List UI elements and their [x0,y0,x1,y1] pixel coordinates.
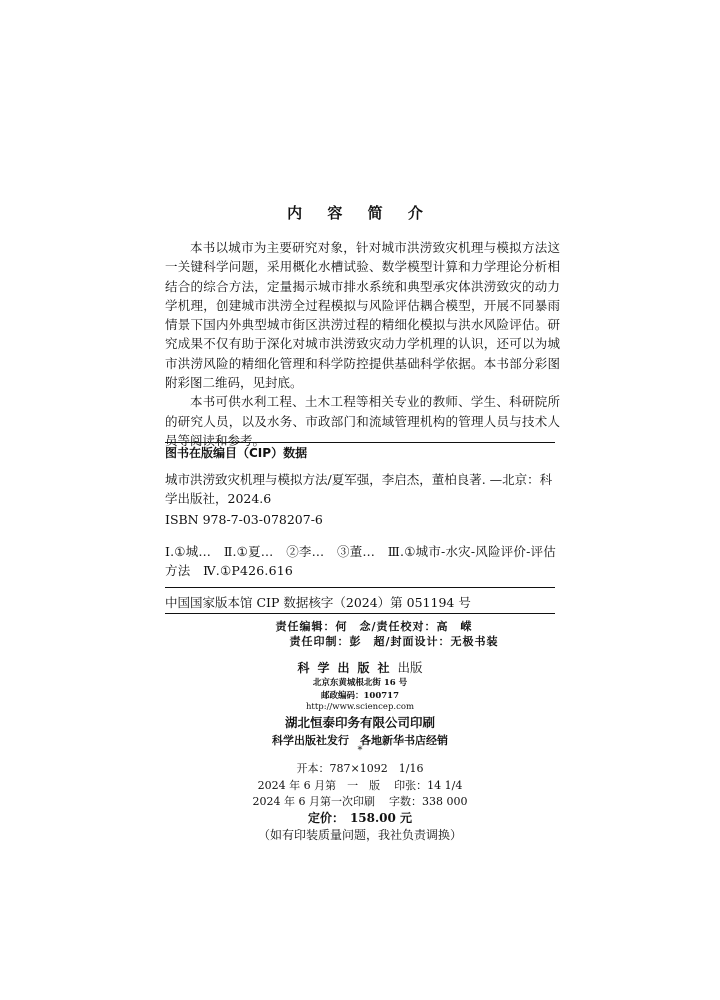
cip-top-rule [165,442,555,443]
cip-number: 中国国家版本馆 CIP 数据核字（2024）第 051194 号 [165,595,471,610]
cip-bottom-rule [165,613,555,614]
cip-title: 图书在版编目（CIP）数据 [165,446,308,460]
summary-paragraph-2: 本书可供水利工程、土木工程等相关专业的教师、学生、科研院所的研究人员，以及水务、市政部门和流域管理机构的管理人员与技术人员等阅读和参考。 [165,394,560,448]
publisher-url: http://www.sciencep.com [305,702,415,712]
printing-row [0,793,720,809]
publisher-name-suffix: 出版 [397,660,423,675]
summary-body [165,238,560,450]
book-format: 开本：787×1092 1/16 [296,762,424,775]
printer: 湖北恒泰印务有限公司印刷 [284,715,435,730]
summary-paragraph-1: 本书以城市为主要研究对象，针对城市洪涝致灾机理与模拟方法这一关键科学问题，采用概化水槽试验、数学模型计算和力学理论分析相结合的综合方法，定量揭示城市排水系统和典型承灾体洪涝致灾的动力学机理，创建城市洪涝全过程模拟与风险评估耦合模型，开展不同暴雨情景下国内外典型城市街区洪涝过程的精细化模拟与洪水风险评估。研究成果不仅有助于深化对城市洪涝致灾动力学机理的认识，还可以为城市洪涝风险的精细化管理和科学防控提供基础科学依据。本书部分彩图附彩图二维码，见封底。 [165,240,560,391]
price: 定价： 158.00 元 [307,811,413,825]
credits-line-1: 责任编辑：何 念/责任校对：高 嵘 [275,620,473,633]
edition: 2024 年 6 月第 一 版 [257,779,381,792]
cip-middle-rule [165,587,555,588]
quality-note: （如有印装质量问题，我社负责调换） [257,828,462,842]
distribution: 科学出版社发行 各地新华书店经销 [272,734,448,747]
separator-star: * [357,745,363,756]
print-sheets: 印张：14 1/4 [394,779,463,792]
credits-line-2: 责任印制：彭 超/封面设计：无极书装 [289,635,499,648]
publisher-address: 北京东黄城根北街 16 号 [312,678,408,688]
word-count: 字数：338 000 [388,795,468,808]
cip-classification: Ⅰ.①城… Ⅱ.①夏… ②李… ③董… Ⅲ.①城市-水灾-风险评价-评估方法 Ⅳ.①P426.616 [165,544,556,578]
cip-isbn: ISBN 978-7-03-078207-6 [165,512,323,527]
publisher-name [0,658,720,676]
publisher-postcode: 邮政编码：100717 [321,691,399,701]
publisher-name-text: 科学出版社 [297,661,398,675]
summary-heading: 内 容 简 介 [287,204,433,222]
edition-row [0,777,720,793]
cip-entry: 城市洪涝致灾机理与模拟方法/夏军强，李启杰，董柏良著. —北京：科学出版社，2024.6 [165,472,553,506]
printing: 2024 年 6 月第一次印刷 [252,795,375,808]
